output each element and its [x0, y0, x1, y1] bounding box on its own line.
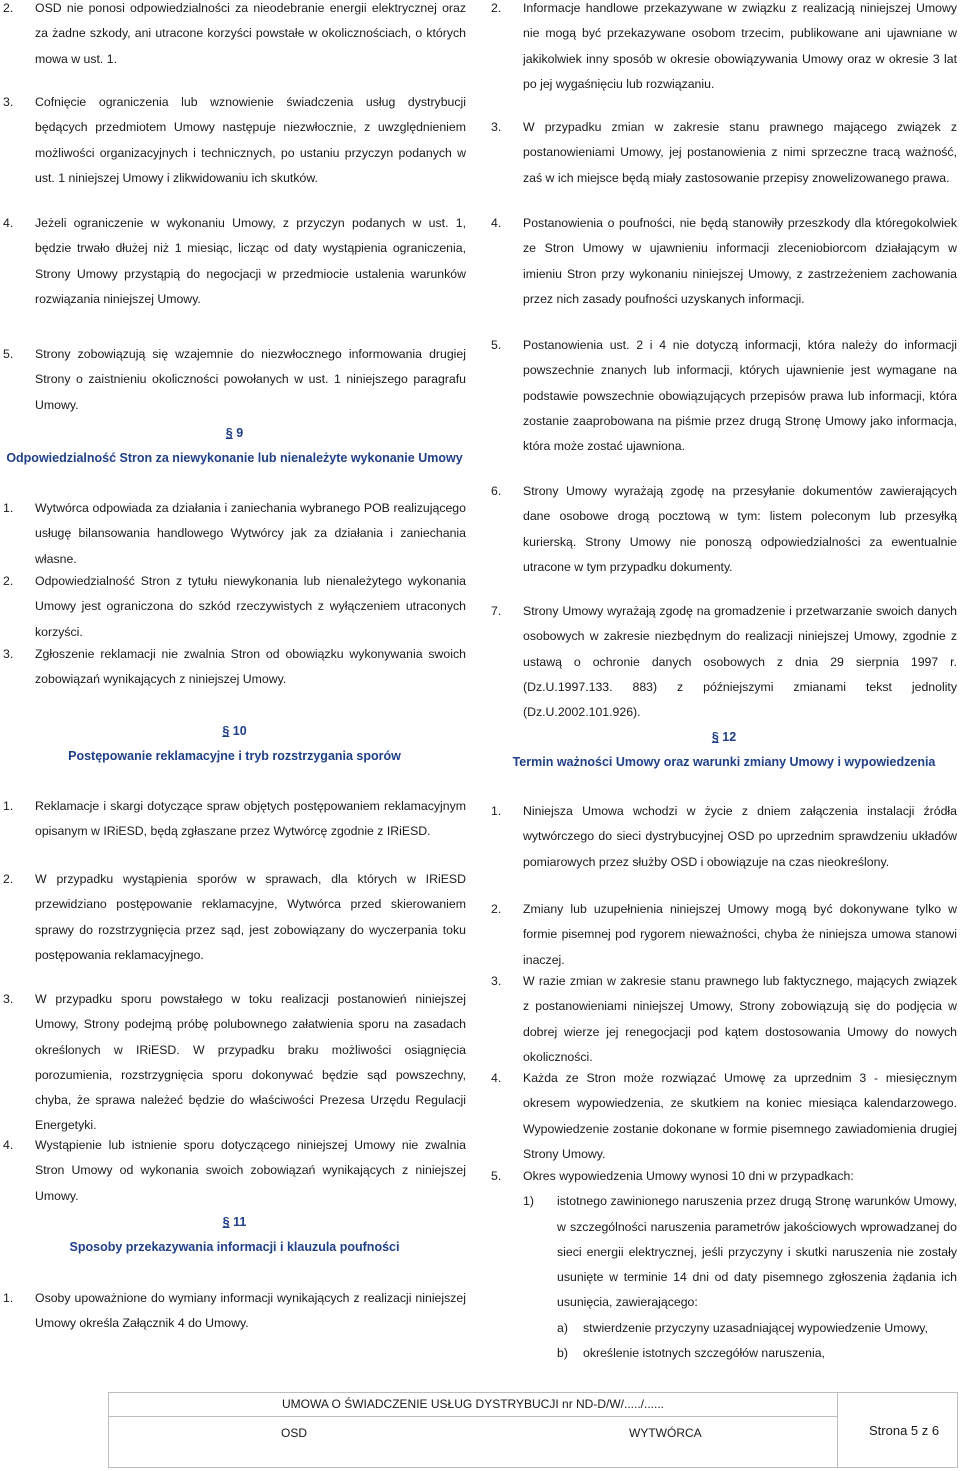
item-number: 5. — [491, 1169, 502, 1183]
item-text: Informacje handlowe przekazywane w związku z realizacją niniejszej Umowy nie mogą być przekazywane osobom trzecim, publikowane ani ujawniane w jakikolwiek inny sposób w okresie obowiązywania Umowy oraz w okresie 3 lat po jej wygaśnięciu lub rozwiązaniu. — [523, 1, 957, 91]
page-number: Strona 5 z 6 — [869, 1423, 940, 1438]
page-footer — [108, 1392, 958, 1468]
item-text: W przypadku sporu powstałego w toku realizacji postanowień niniejszej Umowy, Strony podejmą próbę polubownego załatwienia sporu na zasadach określonych w IRiESD. W przypadku braku możliwości osiągnięcia porozumienia, rozstrzygnięcia sporu dokonywać będzie sąd powszechny, chyba, że sprawa należeć będzie do właściwości Prezesa Urzędu Regulacji Energetyki. — [35, 992, 466, 1133]
section-9-heading — [3, 420, 466, 470]
section-10-item-4 — [3, 1133, 466, 1209]
item-text: W przypadku zmian w zakresie stanu prawnego mającego związek z postanowieniami Umowy, jej postanowienia z nimi sprzeczne tracą ważność, zaś w ich miejsce będą miały zastosowanie przepisy znowelizowanego prawa. — [523, 120, 957, 185]
left-paragraph-5 — [3, 342, 466, 418]
item-text: Postanowienia ust. 2 i 4 nie dotyczą informacji, która należy do informacji powszechnie znanych lub informacji, których ujawnienie jest wymagane na podstawie powszechnie obowiązujących przepisów prawa lub informacji, która zostanie zaaprobowana na piśmie przez drugą Stronę Umowy jako informacja, która może zostać ujawniona. — [523, 338, 957, 454]
sub-item-b — [557, 1341, 957, 1366]
section-sign: § — [222, 724, 230, 738]
section-9-item-2 — [3, 569, 466, 645]
item-text: Osoby upoważnione do wymiany informacji wynikających z realizacji niniejszej Umowy określa Załącznik 4 do Umowy. — [35, 1291, 466, 1331]
right-paragraph-7 — [491, 599, 957, 725]
section-12-item-5 — [491, 1164, 957, 1366]
sub-item-1 — [523, 1189, 957, 1315]
section-sign: § — [711, 730, 719, 744]
section-number: 12 — [722, 730, 737, 744]
left-paragraph-3 — [3, 90, 466, 191]
item-number: 5. — [3, 347, 14, 361]
section-12-item-4 — [491, 1066, 957, 1167]
section-10-heading — [3, 718, 466, 768]
item-number: 2. — [3, 1, 14, 15]
item-number: 6. — [491, 484, 502, 498]
section-12-heading — [491, 724, 957, 774]
item-number: 3. — [491, 120, 502, 134]
footer-osd-label: OSD — [281, 1426, 308, 1440]
left-paragraph-4 — [3, 211, 466, 312]
item-text: Postanowienia o poufności, nie będą stanowiły przeszkody dla któregokolwiek ze Stron Umowy w ujawnieniu informacji zleceniobiorcom działającym w imieniu Stron przy wykonaniu niniejszej Umowy, z zastrzeżeniem zachowania przez nich zasady poufności uzyskanych informacji. — [523, 216, 957, 306]
section-12-item-3 — [491, 969, 957, 1070]
item-number: 4. — [491, 216, 502, 230]
item-number: 4. — [3, 1138, 14, 1152]
section-9-item-3 — [3, 642, 466, 693]
section-number: 10 — [232, 724, 247, 738]
sub-item-text: określenie istotnych szczegółów naruszenia, — [583, 1346, 825, 1361]
item-text: OSD nie ponosi odpowiedzialności za nieodebranie energii elektrycznej oraz za żadne szkody, ani utracone korzyści powstałe w okolicznościach, o których mowa w ust. 1. — [35, 1, 466, 66]
section-10-item-1 — [3, 794, 466, 845]
item-number: 1. — [3, 501, 14, 515]
footer-divider — [109, 1416, 837, 1417]
right-paragraph-3 — [491, 115, 957, 191]
item-text: Odpowiedzialność Stron z tytułu niewykonania lub nienależytego wykonania Umowy jest ograniczona do szkód rzeczywistych z wyłączeniem utraconych korzyści. — [35, 574, 466, 639]
section-number: 9 — [236, 426, 244, 440]
item-text: Każda ze Stron może rozwiązać Umowę za uprzednim 3 - miesięcznym okresem wypowiedzenia, ze skutkiem na koniec miesiąca kalendarzowego. Wypowiedzenie zostanie dokonane w formie pisemnego zawiadomienia drugiej Strony Umowy. — [523, 1071, 957, 1161]
item-number: 2. — [491, 902, 502, 916]
item-text: W razie zmian w zakresie stanu prawnego lub faktycznego, mających związek z postanowieniami niniejszej Umowy, Strony zobowiązują się do podjęcia w dobrej wierze jej renegocjacji pod kątem dostosowania Umowy do nowych okoliczności. — [523, 974, 957, 1064]
item-text: Zmiany lub uzupełnienia niniejszej Umowy mogą być dokonywane tylko w formie pisemnej pod rygorem nieważności, chyba że niniejsza umowa stanowi inaczej. — [523, 902, 957, 967]
item-text: Strony Umowy wyrażają zgodę na przesyłanie dokumentów zawierających dane osobowe drogą pocztową w tym: listem poleconym lub przesyłką kurierską. Strony Umowy nie ponoszą odpowiedzialności za ewentualnie utracone w tym przypadku dokumenty. — [523, 484, 957, 574]
right-paragraph-2 — [491, 0, 957, 97]
sub-item-a — [557, 1316, 957, 1341]
left-paragraph-2 — [3, 0, 466, 72]
item-text: Strony Umowy wyrażają zgodę na gromadzenie i przetwarzanie swoich danych osobowych w zakresie niezbędnym do realizacji niniejszej Umowy, zgodnie z ustawą o ochronie danych osobowych z dnia 29 sierpnia 1997 r. (Dz.U.1997.133. 883) z późniejszymi zmianami tekst jednolity (Dz.U.2002.101.926). — [523, 604, 957, 720]
sub-item-text: istotnego zawinionego naruszenia przez drugą Stronę warunków Umowy, w szczególności naruszenia parametrów jakościowych wprowadzanej do sieci energii elektrycznej, jeśli przyczyny i skutki naruszenia nie zostały usunięte w terminie 14 dni od daty pisemnego zgłoszenia żądania ich usunięcia, zawierającego: — [557, 1194, 957, 1310]
footer-contract-title: UMOWA O ŚWIADCZENIE USŁUG DYSTRYBUCJI nr ND-D/W/...../...... — [281, 1397, 665, 1411]
footer-wytworca-label: WYTWÓRCA — [629, 1426, 702, 1440]
item-number: 1. — [3, 799, 14, 813]
item-text: Wystąpienie lub istnienie sporu dotyczącego niniejszej Umowy nie zwalnia Stron Umowy od wykonania swoich zobowiązań wynikających z niniejszej Umowy. — [35, 1138, 466, 1203]
sub-item-number: a) — [557, 1320, 568, 1335]
section-12-item-2 — [491, 897, 957, 973]
section-10-item-2 — [3, 867, 466, 968]
section-title: Sposoby przekazywania informacji i klauzula poufności — [69, 1240, 400, 1254]
section-number: 11 — [233, 1215, 247, 1229]
item-text: Wytwórca odpowiada za działania i zaniechania wybranego POB realizującego usługę bilansowania handlowego Wytwórcy jak za działania i zaniechania własne. — [35, 501, 466, 566]
item-text: Cofnięcie ograniczenia lub wznowienie świadczenia usług dystrybucji będących przedmiotem Umowy następuje niezwłocznie, z uwzględnieniem możliwości organizacyjnych i technicznych, po ustaniu przyczyn podanych w ust. 1 niniejszej Umowy i zlikwidowaniu ich skutków. — [35, 95, 466, 185]
sub-item-number: 1) — [523, 1194, 534, 1209]
section-title: Termin ważności Umowy oraz warunki zmiany Umowy i wypowiedzenia — [512, 755, 936, 769]
section-9-item-1 — [3, 496, 466, 572]
section-title: Odpowiedzialność Stron za niewykonanie lub nienależyte wykonanie Umowy — [6, 451, 463, 465]
section-11-item-1 — [3, 1286, 466, 1337]
section-10-item-3 — [3, 987, 466, 1139]
item-text: Okres wypowiedzenia Umowy wynosi 10 dni w przypadkach: — [523, 1169, 854, 1183]
item-text: Zgłoszenie reklamacji nie zwalnia Stron od obowiązku wykonywania swoich zobowiązań wynikających z niniejszej Umowy. — [35, 647, 466, 687]
section-11-heading — [3, 1209, 466, 1259]
right-paragraph-5 — [491, 333, 957, 459]
section-title: Postępowanie reklamacyjne i tryb rozstrzygania sporów — [68, 749, 401, 763]
section-sign: § — [225, 426, 233, 440]
item-text: Reklamacje i skargi dotyczące spraw objętych postępowaniem reklamacyjnym opisanym w IRiESD, będą zgłaszane przez Wytwórcę zgodnie z IRiESD. — [35, 799, 466, 839]
right-paragraph-4 — [491, 211, 957, 312]
item-number: 2. — [491, 1, 502, 15]
section-sign: § — [222, 1215, 230, 1229]
item-number: 3. — [3, 992, 14, 1006]
footer-divider — [837, 1393, 838, 1467]
section-12-item-1 — [491, 799, 957, 875]
item-number: 3. — [491, 974, 502, 988]
right-paragraph-6 — [491, 479, 957, 580]
item-number: 1. — [491, 804, 502, 818]
item-text: Strony zobowiązują się wzajemnie do niezwłocznego informowania drugiej Strony o zaistnieniu okoliczności powołanych w ust. 1 niniejszego paragrafu Umowy. — [35, 347, 466, 412]
item-number: 3. — [3, 647, 14, 661]
item-number: 5. — [491, 338, 502, 352]
sub-item-text: stwierdzenie przyczyny uzasadniającej wypowiedzenie Umowy, — [583, 1320, 928, 1335]
item-number: 2. — [3, 574, 14, 588]
sub-item-number: b) — [557, 1346, 568, 1361]
item-number: 7. — [491, 604, 502, 618]
item-number: 4. — [3, 216, 14, 230]
item-text: Niniejsza Umowa wchodzi w życie z dniem załączenia instalacji źródła wytwórczego do sieci dystrybucyjnej OSD po uprzednim sprawdzeniu układów pomiarowych przez służby OSD i obowiązuje na czas nieokreślony. — [523, 804, 957, 869]
item-number: 4. — [491, 1071, 502, 1085]
item-text: Jeżeli ograniczenie w wykonaniu Umowy, z przyczyn podanych w ust. 1, będzie trwało dłużej niż 1 miesiąc, licząc od daty wystąpienia ograniczenia, Strony Umowy przystąpią do negocjacji w przedmiocie ustalenia warunków rozwiązania niniejszej Umowy. — [35, 216, 466, 306]
item-number: 2. — [3, 872, 14, 886]
item-number: 1. — [3, 1291, 14, 1305]
item-text: W przypadku wystąpienia sporów w sprawach, dla których w IRiESD przewidziano postępowanie reklamacyjne, Wytwórca przed skierowaniem sprawy do rozstrzygnięcia przez sąd, jest zobowiązany do wyczerpania toku postępowania reklamacyjnego. — [35, 872, 466, 962]
item-number: 3. — [3, 95, 14, 109]
